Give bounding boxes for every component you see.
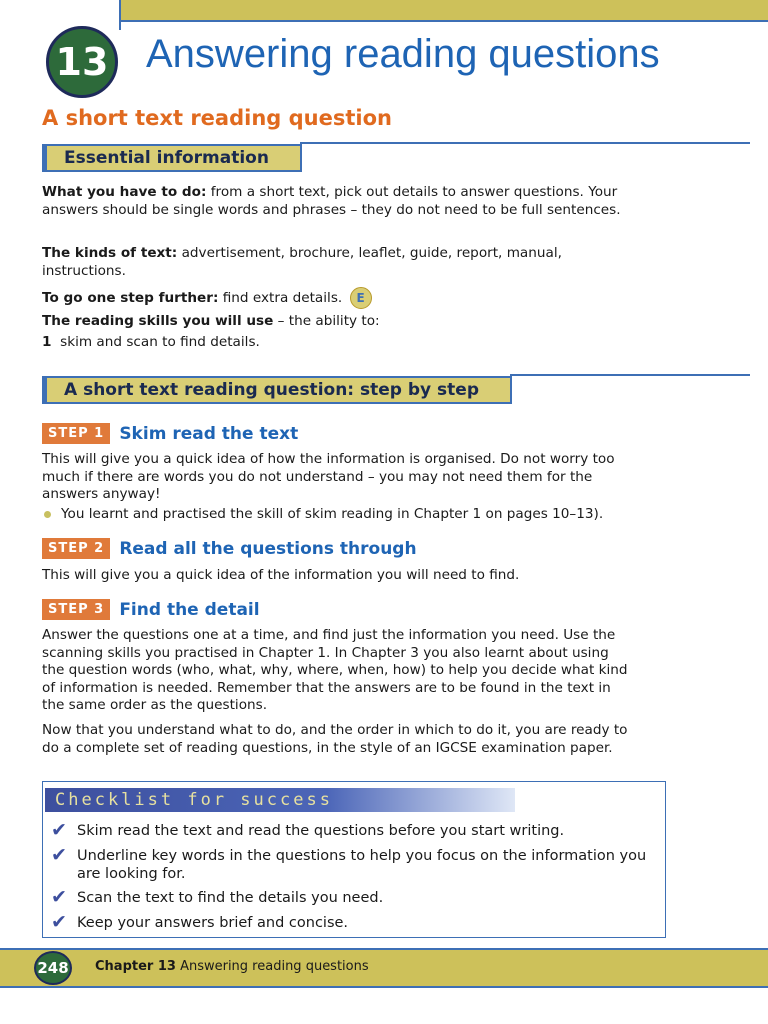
checklist-item bbox=[51, 911, 651, 933]
chapter-number-badge: 13 bbox=[46, 26, 118, 98]
skill-number: 1 bbox=[42, 334, 52, 350]
footer-rule-bottom bbox=[0, 986, 768, 988]
checklist-heading: Checklist for success bbox=[45, 788, 515, 812]
step-3-text-2: Now that you understand what to do, and the order in which to do it, you are ready to do a complete set of reading questions, in the style of an IGCSE examination paper. bbox=[42, 722, 628, 756]
skill-item-text: skim and scan to find details. bbox=[60, 334, 260, 350]
checklist-item bbox=[51, 886, 651, 908]
step-3-badge: STEP 3 bbox=[42, 599, 110, 620]
skills-text: – the ability to: bbox=[273, 313, 380, 329]
step-3-title: Find the detail bbox=[119, 599, 260, 620]
step-1-bullet-text: You learnt and practised the skill of skim reading in Chapter 1 on pages 10–13). bbox=[61, 506, 604, 522]
kinds-label: The kinds of text: bbox=[42, 245, 178, 261]
footer-chapter bbox=[95, 959, 369, 974]
step-2-title: Read all the questions through bbox=[119, 538, 417, 559]
further-text: find extra details. bbox=[218, 290, 343, 306]
step-1-badge: STEP 1 bbox=[42, 423, 110, 444]
step-1-bullet bbox=[42, 506, 632, 524]
checklist-item-text: Skim read the text and read the questions before you start writing. bbox=[77, 823, 565, 839]
bullet-dot-icon bbox=[44, 511, 51, 518]
footer-chapter-title: Answering reading questions bbox=[175, 959, 369, 974]
chapter-title: Answering reading questions bbox=[146, 32, 660, 76]
extension-e-icon: E bbox=[350, 287, 372, 309]
what-label: What you have to do: bbox=[42, 184, 207, 200]
section-title: A short text reading question bbox=[42, 106, 392, 130]
check-mark-icon: ✔ bbox=[51, 911, 67, 933]
heading-tab-icon bbox=[42, 144, 47, 172]
top-color-bar bbox=[120, 0, 768, 20]
step-1-heading bbox=[42, 423, 298, 445]
step-3-heading bbox=[42, 599, 260, 621]
check-mark-icon: ✔ bbox=[51, 844, 67, 866]
checklist-item bbox=[51, 844, 651, 883]
essential-info-heading-text: Essential information bbox=[64, 148, 269, 168]
checklist-item-text: Underline key words in the questions to help you focus on the information you are looking for. bbox=[77, 848, 647, 882]
checklist-item bbox=[51, 819, 651, 841]
heading-tab-icon bbox=[42, 376, 47, 404]
kinds-of-text bbox=[42, 245, 632, 280]
top-vertical-rule bbox=[119, 0, 121, 30]
check-mark-icon: ✔ bbox=[51, 819, 67, 841]
step-by-step-heading-text: A short text reading question: step by step bbox=[64, 380, 479, 400]
what-you-have-to-do bbox=[42, 184, 632, 219]
step-2-badge: STEP 2 bbox=[42, 538, 110, 559]
what-text: from a short text, pick out details to answer questions. Your answers should be single words and phrases – they do not need to be full sentences. bbox=[42, 184, 621, 218]
step-rule bbox=[510, 374, 750, 376]
skills-label: The reading skills you will use bbox=[42, 313, 274, 329]
reading-skills bbox=[42, 313, 632, 331]
kinds-text: advertisement, brochure, leaflet, guide, report, manual, instructions. bbox=[42, 245, 562, 279]
step-2-heading bbox=[42, 538, 417, 560]
step-3-text: Answer the questions one at a time, and find just the information you need. Use the scanning skills you practised in Chapter 1. In Chapter 3 you also learnt about using the question words (who, what, why, where, when, how) to help you decide what kind of information is needed. Remember that the answers are to be found in the text in the same order as the questions. bbox=[42, 627, 628, 713]
footer-chapter-label: Chapter 13 bbox=[95, 959, 176, 974]
step-2-text: This will give you a quick idea of the information you will need to find. bbox=[42, 567, 520, 583]
essential-rule bbox=[300, 142, 750, 144]
page-number-badge: 248 bbox=[34, 951, 72, 985]
further-label: To go one step further: bbox=[42, 290, 219, 306]
essential-info-heading bbox=[42, 144, 302, 172]
checklist-item-text: Scan the text to find the details you need. bbox=[77, 890, 384, 906]
further-step bbox=[42, 287, 632, 309]
step-1-text: This will give you a quick idea of how the information is organised. Do not worry too much if there are words you do not understand – you may not need them for the answers anyway! bbox=[42, 451, 615, 502]
check-mark-icon: ✔ bbox=[51, 886, 67, 908]
checklist-box bbox=[42, 781, 666, 938]
top-rule bbox=[120, 20, 768, 22]
skill-list-item bbox=[42, 334, 632, 352]
checklist-item-text: Keep your answers brief and concise. bbox=[77, 915, 349, 931]
step-by-step-heading bbox=[42, 376, 512, 404]
step-1-title: Skim read the text bbox=[119, 423, 299, 444]
